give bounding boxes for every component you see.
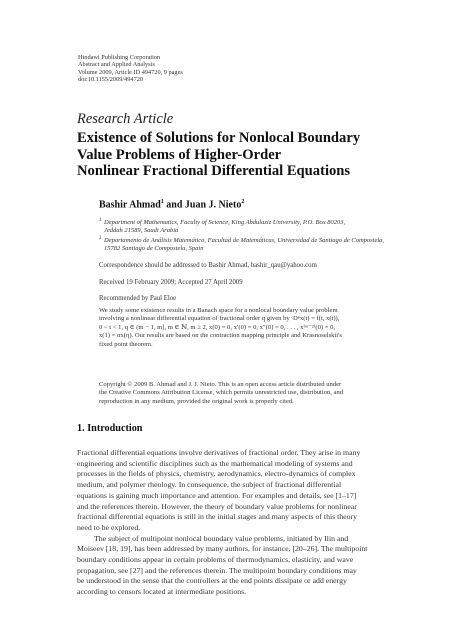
body-line: according to censors located at intermediate positions. — [77, 587, 247, 597]
journal-publisher: Hindawi Publishing Corporation — [78, 54, 161, 61]
abstract-line: fixed point theorem. — [99, 340, 153, 348]
copyright-line: reproduction in any medium, provided the original work is properly cited. — [99, 397, 294, 405]
body-line: fractional differential equations is still in the initial stages and many aspects of this theory — [77, 512, 358, 522]
copyright-notice — [99, 381, 399, 406]
affiliations — [99, 219, 429, 255]
body-line: and the references therein. However, the theory of boundary value problems for nonlinear — [77, 501, 357, 511]
author-affil-mark: 1 — [160, 199, 164, 205]
title-line: Existence of Solutions for Nonlocal Boundary — [77, 130, 361, 146]
body-line: The subject of multipoint nonlocal boundary value problems, initiated by Ilin and — [94, 533, 349, 543]
body-line: need to be explored. — [77, 522, 141, 532]
affiliation-line: Departamento de Análisis Matemático, Facultad de Matemáticas, Universidad de Santiago de Compostela, — [104, 237, 385, 245]
affiliation-number: 2 — [99, 236, 102, 242]
body-line: medium, and polymer rheology. In consequence, the subject of fractional differential — [77, 480, 342, 490]
introduction-body — [77, 448, 397, 598]
author-name: Bashir Ahmad — [99, 199, 161, 211]
received-date: Received 19 February 2009; Accepted 27 April 2009 — [99, 279, 243, 286]
affiliation — [99, 219, 429, 235]
journal-doi: doi:10.1155/2009/494720 — [78, 75, 144, 83]
affiliation-line: Jeddah 21589, Saudi Arabia — [104, 227, 179, 235]
body-line: be understood in the sense that the controllers at the end points dissipate or add energy — [77, 576, 347, 586]
title-line: Nonlinear Fractional Differential Equations — [77, 163, 351, 180]
journal-name: Abstract and Applied Analysis — [78, 61, 155, 69]
affiliation-number: 1 — [99, 218, 102, 223]
body-line: processes in the fields of physics, chemistry, aerodynamics, electro-dynamics of complex — [77, 469, 356, 479]
author-name: Juan J. Nieto — [184, 199, 242, 211]
abstract — [99, 307, 397, 349]
body-line: boundary conditions appear in certain problems of thermodynamics, elasticity, and wave — [77, 555, 354, 565]
correspondence: Correspondence should be addressed to Bashir Ahmad, bashir_qau@yahoo.com — [99, 262, 317, 269]
journal-header — [78, 54, 183, 83]
author-separator: and — [163, 199, 185, 211]
copyright-line: the Creative Commons Attribution License, which permits unrestricted use, distribution, and — [99, 389, 344, 397]
author-affil-mark: 2 — [241, 199, 245, 205]
affiliation-line: 15782 Santiago de Compostela, Spain — [104, 245, 204, 253]
body-line: Moiseev [18, 19], has been addressed by many authors, for instance, [20–26]. The multipoint — [77, 544, 368, 554]
section-number: 1. — [77, 423, 85, 434]
paper-title — [77, 130, 407, 180]
section-heading — [77, 423, 142, 434]
body-line: propagation, see [27] and the references therein. The multipoint boundary conditions may — [77, 565, 357, 575]
recommended-by: Recommended by Paul Eloe — [99, 295, 177, 302]
body-line: equations is gaining much importance and attention. For examples and details, see [1–17] — [77, 490, 357, 500]
section-title: Introduction — [87, 423, 143, 434]
title-line: Value Problems of Higher-Order — [77, 146, 282, 163]
abstract-line: x(1) = αx(η). Our results are based on the contraction mapping principle and Krasnoselskii's — [99, 332, 342, 340]
abstract-line: involving a nonlinear differential equation of fractional order q given by ᶜDᵠx(t) = f(t, x(t)), — [99, 315, 340, 323]
copyright-line: Copyright © 2009 B. Ahmad and J. J. Nieto. This is an open access article distributed under — [99, 381, 342, 388]
body-line: Fractional differential equations involve derivatives of fractional order. They arise in many — [77, 448, 361, 457]
article-type: Research Article — [77, 111, 174, 127]
authors — [99, 199, 244, 210]
abstract-line: 0 < t < 1, q ∈ (m − 1, m], m ∈ ℕ, m ≥ 2, x(0) = 0, x′(0) = 0, x″(0) = 0, . . . , x⁽ᵐ⁻²⁾(0) = 0, — [99, 323, 336, 331]
abstract-line: We study some existence results in a Banach space for a nonlocal boundary value problem — [99, 307, 338, 314]
affiliation — [99, 237, 429, 253]
journal-volume: Volume 2009, Article ID 494720, 9 pages — [78, 68, 183, 76]
body-line: engineering and scientific disciplines such as the mathematical modeling of systems and — [77, 458, 353, 468]
affiliation-line: Department of Mathematics, Faculty of Science, King Abdulaziz University, P.O. Box 80203, — [104, 219, 346, 226]
